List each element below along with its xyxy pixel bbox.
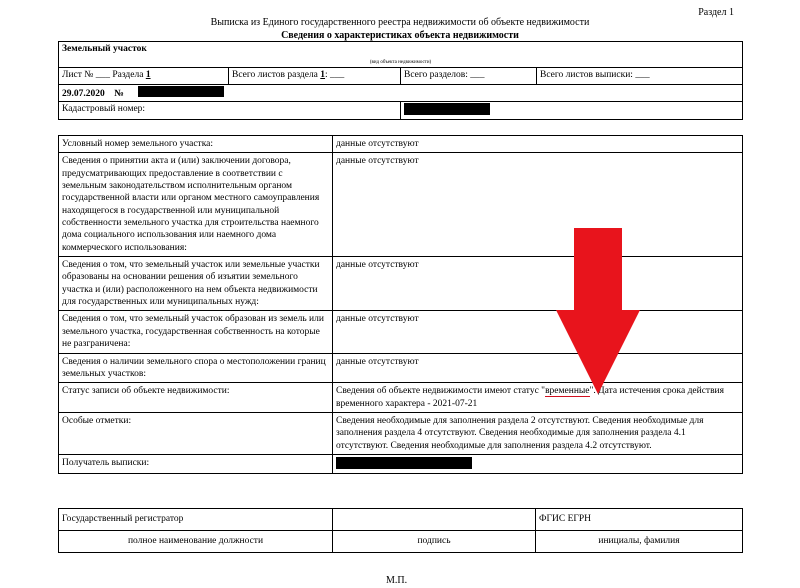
stamp-placeholder: М.П. bbox=[386, 575, 408, 586]
status-label: Статус записи об объекте недвижимости: bbox=[59, 383, 333, 413]
total-sheets-section-prefix: Всего листов раздела bbox=[232, 70, 318, 80]
status-value bbox=[333, 383, 743, 413]
row-label: Сведения о наличии земельного спора о местоположении границ земельных участков: bbox=[59, 353, 333, 383]
total-sheets-section-cell bbox=[229, 68, 401, 85]
section-label: Раздел 1 bbox=[698, 7, 734, 18]
sheet-number-label: Лист № ___ Раздела bbox=[62, 70, 144, 80]
redacted-recipient bbox=[336, 457, 472, 469]
object-type-hint: (вид объекта недвижимости) bbox=[59, 58, 743, 68]
total-sheets-section-suffix: : ___ bbox=[325, 70, 345, 80]
object-type: Земельный участок bbox=[59, 42, 743, 59]
sheet-number-cell bbox=[59, 68, 229, 85]
notes-value: Сведения необходимые для заполнения раздела 2 отсутствуют. Сведения необходимые для заполнения раздела 4 отсутствуют. Сведения необходимые для заполнения раздела 4.1 отсутствуют. Сведения необходимые для заполнения раздела 4.2 отсутствуют. bbox=[333, 412, 743, 454]
cadastral-value bbox=[401, 102, 743, 119]
total-sheets-extract: Всего листов выписки: ___ bbox=[537, 68, 743, 85]
status-text-after: ". Дата истечения срока действия временного характера - 2021-07-21 bbox=[336, 386, 725, 409]
header-table bbox=[58, 41, 743, 120]
notes-row bbox=[59, 412, 743, 454]
row-value: данные отсутствуют bbox=[333, 311, 743, 353]
extract-date: 29.07.2020 bbox=[62, 89, 105, 99]
row-label: Условный номер земельного участка: bbox=[59, 136, 333, 153]
registrar-name: ФГИС ЕГРН bbox=[536, 509, 743, 531]
status-highlight: временные bbox=[545, 386, 590, 397]
recipient-value bbox=[333, 454, 743, 473]
row-value: данные отсутствуют bbox=[333, 153, 743, 257]
status-text-before: Сведения об объекте недвижимости имеют статус " bbox=[336, 386, 546, 397]
signature-caption: подпись bbox=[333, 531, 536, 553]
subtitle: Сведения о характеристиках объекта недвижимости bbox=[281, 30, 519, 41]
redacted-cadastral-number bbox=[404, 103, 490, 115]
row-label: Сведения о том, что земельный участок образован из земель или земельного участка, государственная собственность на которые не разграничена: bbox=[59, 311, 333, 353]
row-value: данные отсутствуют bbox=[333, 257, 743, 311]
notes-label: Особые отметки: bbox=[59, 412, 333, 454]
recipient-label: Получатель выписки: bbox=[59, 454, 333, 473]
section-number: 1 bbox=[145, 70, 151, 80]
registrar-position: Государственный регистратор bbox=[59, 509, 333, 531]
name-caption: инициалы, фамилия bbox=[536, 531, 743, 553]
row-value: данные отсутствуют bbox=[333, 136, 743, 153]
recipient-row bbox=[59, 454, 743, 473]
signature-field bbox=[333, 509, 536, 531]
redacted-number bbox=[138, 86, 224, 97]
signature-table bbox=[58, 508, 743, 553]
table-row bbox=[59, 136, 743, 153]
number-label: № bbox=[114, 89, 124, 99]
date-number-cell bbox=[59, 85, 743, 102]
row-label: Сведения о том, что земельный участок или земельные участки образованы на основании решения об изъятии земельного участка и (или) расположенного на нем объекта недвижимости для государственных или муниципальных нужд: bbox=[59, 257, 333, 311]
row-label: Сведения о принятии акта и (или) заключении договора, предусматривающих предоставление в соответствии с земельным законодательством исполнительным органом государственной власти или органом местного самоуправления находящегося в государственной или муниципальной собственности земельного участка для строительства наемного дома социального использования или наемного дома коммерческого использования: bbox=[59, 153, 333, 257]
arrow-down-icon bbox=[556, 228, 640, 394]
title: Выписка из Единого государственного реестра недвижимости об объекте недвижимости bbox=[210, 17, 590, 28]
characteristics-table bbox=[58, 135, 743, 474]
total-sections: Всего разделов: ___ bbox=[401, 68, 537, 85]
document-title bbox=[0, 16, 800, 42]
cadastral-label: Кадастровый номер: bbox=[59, 102, 401, 119]
position-caption: полное наименование должности bbox=[59, 531, 333, 553]
total-sheets-section-value: 1 bbox=[320, 70, 326, 80]
row-value: данные отсутствуют bbox=[333, 353, 743, 383]
